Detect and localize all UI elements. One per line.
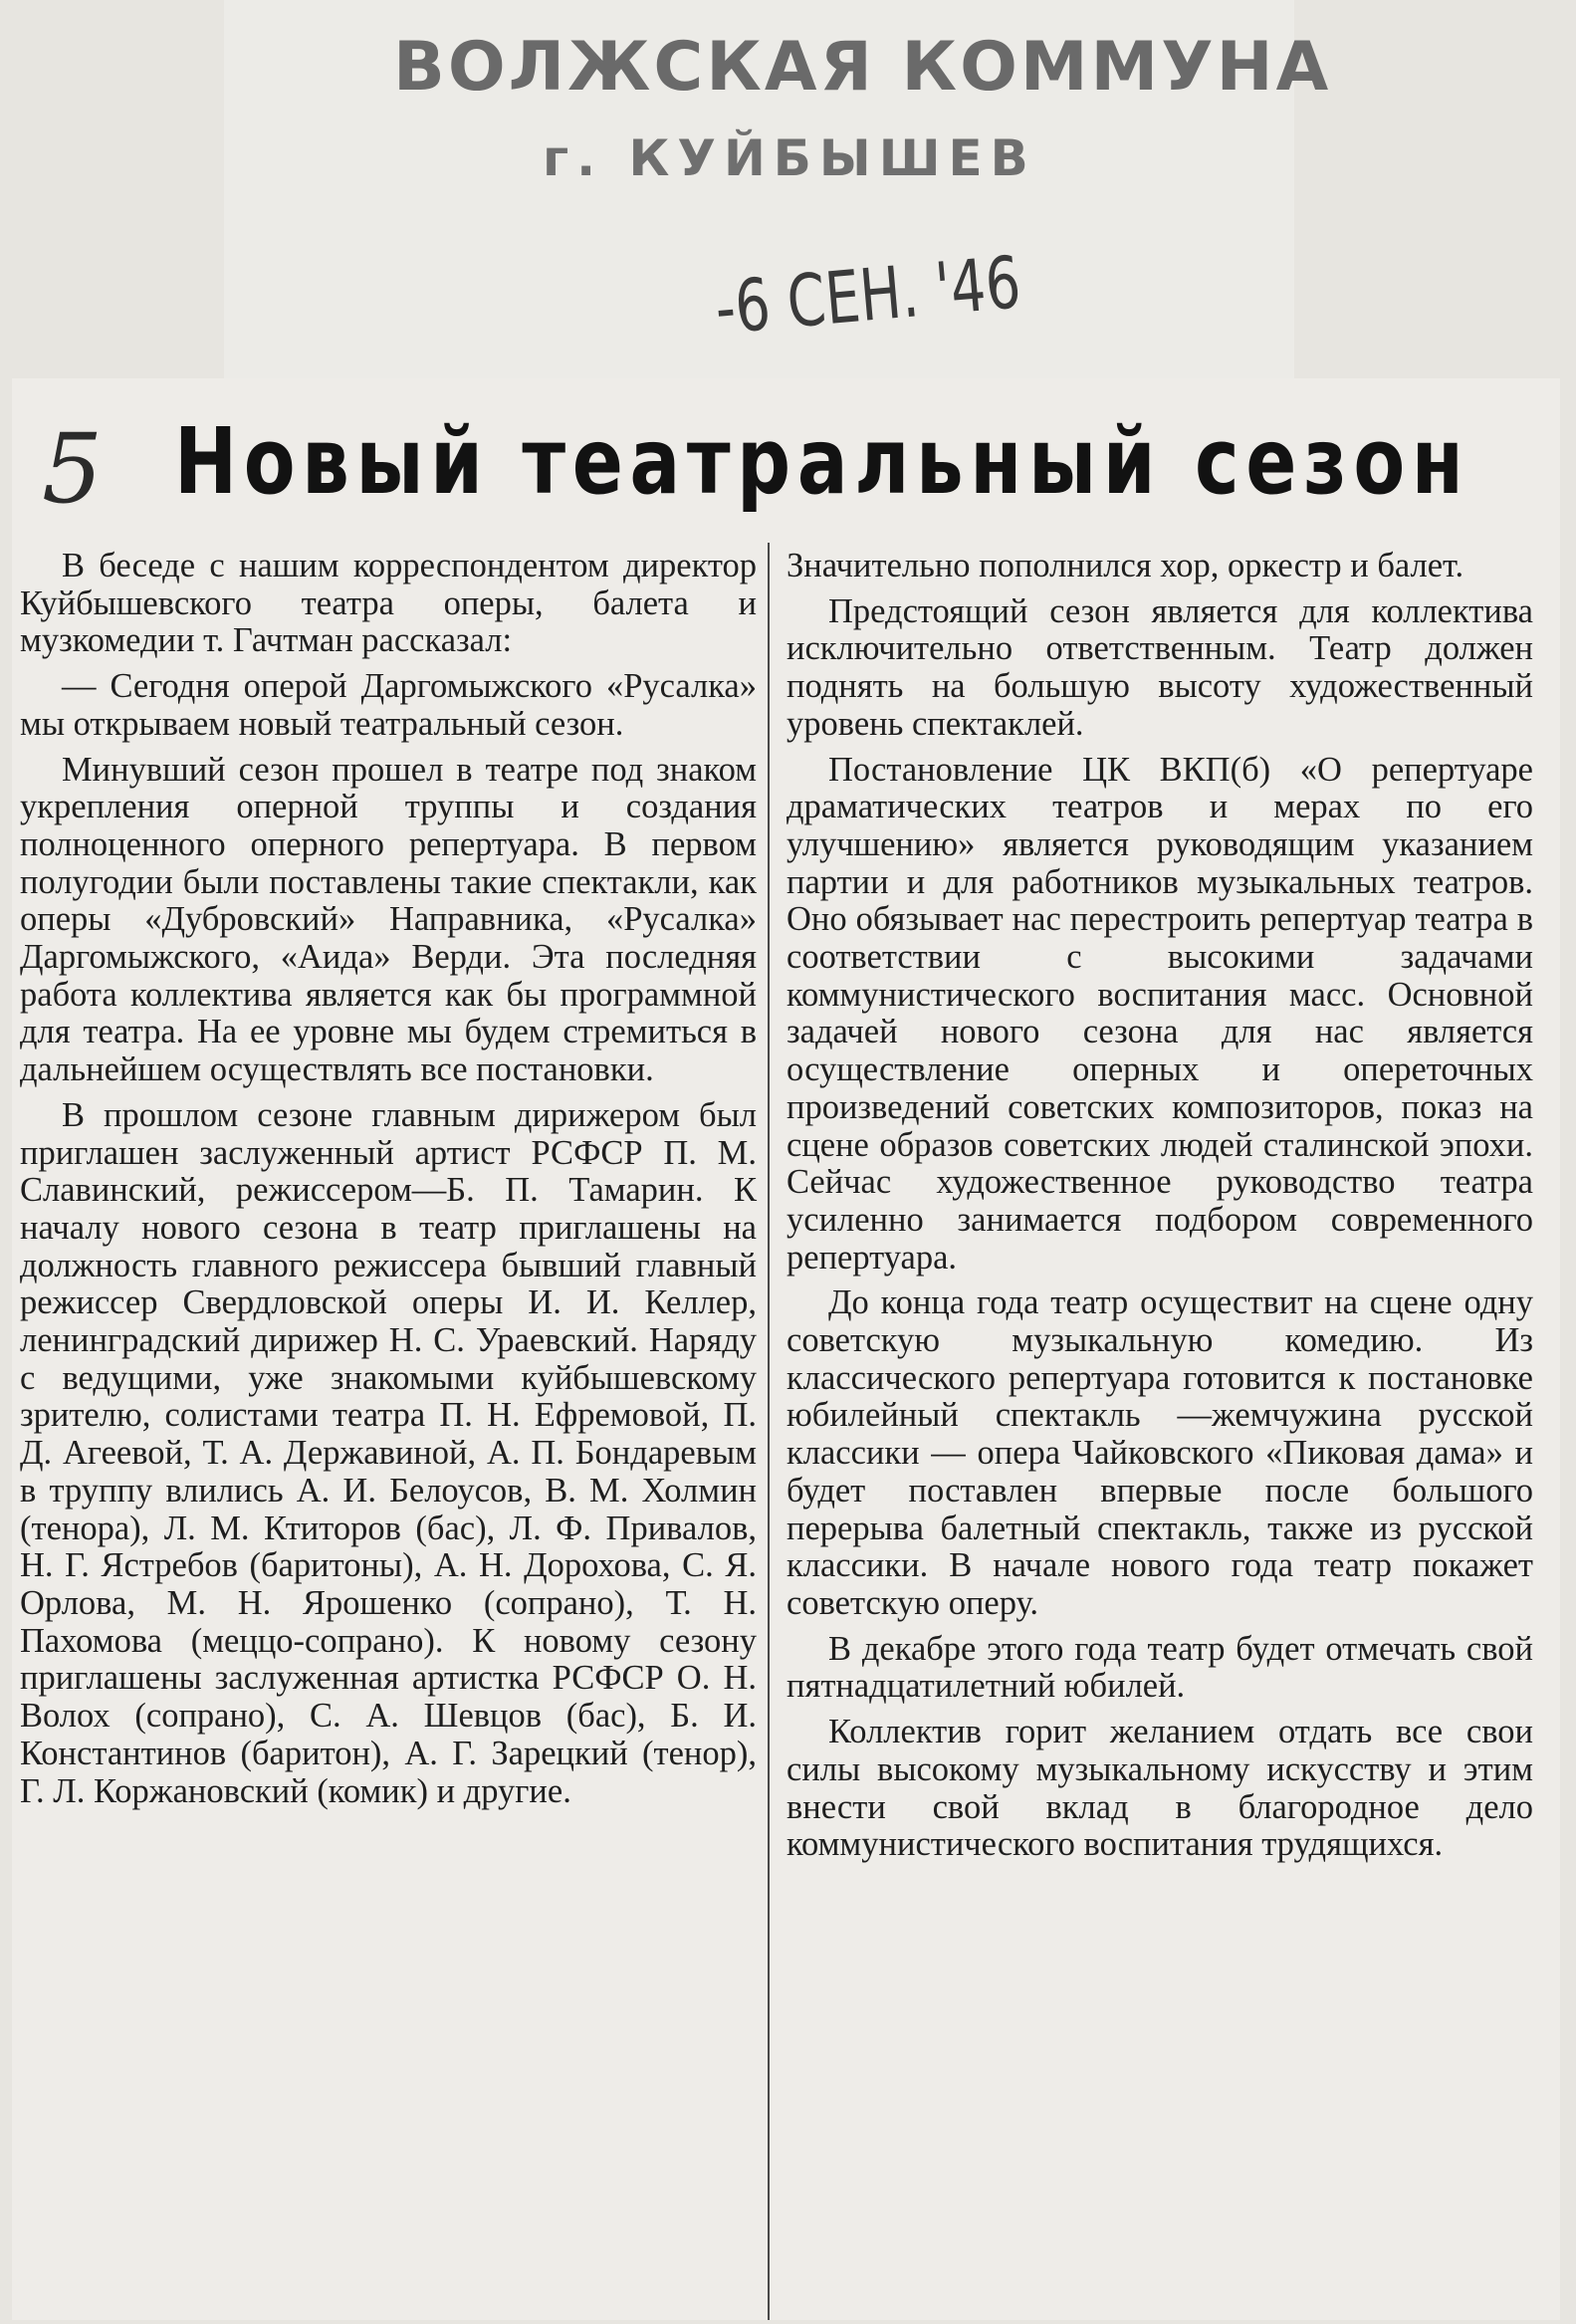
paragraph: — Сегодня оперой Даргомыжского «Русалка» мы открываем новый театральный сезон. xyxy=(20,667,757,743)
newspaper-name: ВОЛЖСКАЯ КОММУНА xyxy=(393,28,1332,107)
paragraph: Минувший сезон прошел в театре под знаком укрепления оперной труппы и создания полноценного оперного репертуара. В первом полугодии были поставлены такие спектакли, как оперы «Дубровский» Направника, «Русалка» Даргомыжского, «Аида» Верди. Эта последняя работа коллектива является как бы программной для театра. На ее уровне мы будем стремиться в дальнейшем осуществлять все постановки. xyxy=(20,750,757,1089)
page-mark: 5 xyxy=(42,413,104,525)
paragraph: Коллектив горит желанием отдать все свои силы высокому музыкальному искусству и этим внести свой вклад в благородное дело коммунистического воспитания трудящихся. xyxy=(787,1713,1533,1864)
paragraph: До конца года театр осуществит на сцене одну советскую музыкальную комедию. Из классического репертуара готовится к постановке юбилейный спектакль —жемчужина русской классики — опера Чайковского «Пиковая дама» и будет поставлен впервые после большого перерыва балетный спектакль, также из русской классики. В начале нового года театр покажет советскую оперу. xyxy=(787,1283,1533,1622)
article-headline: Новый театральный сезон xyxy=(174,408,1470,515)
date-stamp: -6 СЕН. '46 xyxy=(712,240,1024,350)
paragraph: В беседе с нашим корреспондентом директор Куйбышевского театра оперы, балета и музкомедии т. Гачтман рассказал: xyxy=(20,547,757,660)
paragraph: В декабре этого года театр будет отмечать свой пятнадцатилетний юбилей. xyxy=(787,1629,1533,1706)
paragraph: Предстоящий сезон является для коллектива исключительно ответственным. Театр должен поднять на большую высоту художественный уровень спектаклей. xyxy=(787,591,1533,743)
paragraph: В прошлом сезоне главным дирижером был приглашен заслуженный артист РСФСР П. М. Славинский, режиссером—Б. П. Тамарин. К началу нового сезона в театр приглашены на должность главного режиссера бывший главный режиссер Свердловской оперы И. И. Келлер, ленинградский дирижер Н. С. Ураевский. Наряду с ведущими, уже знакомыми куйбышевскому зрителю, солистами театра П. Н. Ефремовой, П. Д. Агеевой, Т. А. Державиной, А. П. Бондаревым в труппу влились А. И. Белоусов, В. М. Холмин (тенора), Л. М. Ктиторов (бас), Л. Ф. Привалов, Н. Г. Ястребов (баритоны), А. Н. Дорохова, С. Я. Орлова, М. Н. Ярошенко (сопрано), Т. Н. Пахомова (меццо-сопрано). К новому сезону приглашены заслуженная артистка РСФСР О. Н. Волох (сопрано), С. А. Шевцов (бас), Б. И. Константинов (баритон), А. Г. Зарецкий (тенор), Г. Л. Коржановский (комик) и другие. xyxy=(20,1095,757,1810)
newspaper-city: г. КУЙБЫШЕВ xyxy=(543,129,1036,187)
paragraph: Постановление ЦК ВКП(б) «О репертуаре драматических театров и мерах по его улучшению» является руководящим указанием партии и для работников музыкальных театров. Оно обязывает нас перестроить репертуар театра в соответствии с высокими задачами коммунистического воспитания масс. Основной задачей нового сезона для нас является осуществление оперных и опереточных произведений советских композиторов, показ на сцене образов советских людей сталинской эпохи. Сейчас художественное руководство театра усиленно занимается подбором современного репертуара. xyxy=(787,750,1533,1277)
right-column xyxy=(787,548,1533,1864)
paragraph: Значительно пополнился хор, оркестр и балет. xyxy=(787,547,1464,584)
left-column xyxy=(20,548,757,1810)
column-divider xyxy=(768,543,770,2320)
